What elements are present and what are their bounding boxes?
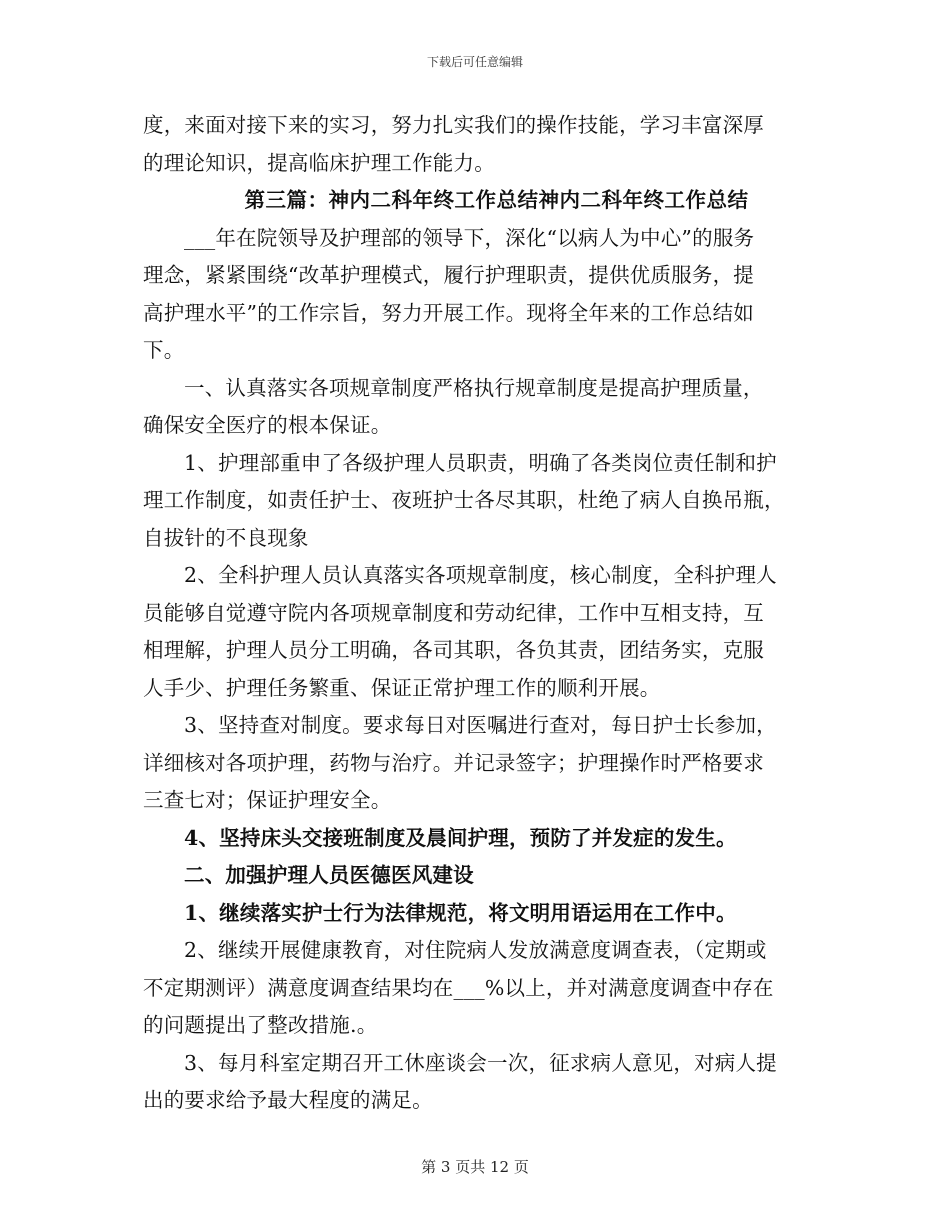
body-line: 理念，紧紧围绕“改革护理模式，履行护理职责，提供优质服务，提	[143, 263, 754, 287]
bold-line: 1、继续落实护士行为法律规范，将文明用语运用在工作中。	[184, 900, 737, 925]
body-line: 相理解，护理人员分工明确，各司其职，各负其责，团结务实，克服	[143, 638, 764, 662]
body-line: 下。	[143, 338, 185, 362]
page-number: 第 3 页共 12 页	[421, 1158, 529, 1176]
body-line: 确保安全医疗的根本保证。	[143, 413, 392, 437]
body-line: 不定期测评）满意度调查结果均在___%以上，并对满意度调查中存在	[143, 975, 774, 1000]
body-line: 人手少、护理任务繁重、保证正常护理工作的顺利开展。	[143, 675, 661, 700]
body-line: 员能够自觉遵守院内各项规章制度和劳动纪律，工作中互相支持，互	[143, 600, 764, 625]
body-line: 3、每月科室定期召开工休座谈会一次，征求病人意见，对病人提	[184, 1050, 777, 1075]
body-line: 出的要求给予最大程度的满足。	[143, 1088, 433, 1112]
body-line: 1、护理部重申了各级护理人员职责，明确了各类岗位责任制和护	[184, 450, 777, 475]
body-line: 度，来面对接下来的实习，努力扎实我们的操作技能，学习丰富深厚	[143, 113, 764, 137]
body-line: 的理论知识，提高临床护理工作能力。	[143, 150, 495, 175]
body-line: 3、坚持查对制度。要求每日对医嘱进行查对，每日护士长参加，	[184, 713, 777, 737]
body-line: 一、认真落实各项规章制度严格执行规章制度是提高护理质量，	[184, 375, 764, 400]
body-line: 的问题提出了整改措施.。	[143, 1013, 378, 1037]
body-line: 2、全科护理人员认真落实各项规章制度，核心制度，全科护理人	[184, 563, 777, 587]
document-body	[143, 107, 808, 1120]
body-line: 高护理水平”的工作宗旨，努力开展工作。现将全年来的工作总结如	[143, 300, 754, 325]
body-line: 三查七对；保证护理安全。	[143, 788, 392, 812]
body-line: 详细核对各项护理，药物与治疗。并记录签字；护理操作时严格要求	[143, 750, 764, 775]
section-heading: 二、加强护理人员医德医风建设	[184, 863, 474, 887]
section-title: 第三篇：神内二科年终工作总结神内二科年终工作总结	[244, 188, 749, 212]
body-line: 2、继续开展健康教育，对住院病人发放满意度调查表，（定期或	[184, 938, 767, 962]
bold-line: 4、坚持床头交接班制度及晨间护理，预防了并发症的发生。	[184, 825, 737, 850]
body-line: ___年在院领导及护理部的领导下，深化“以病人为中心”的服务	[184, 225, 755, 250]
body-line: 自拔针的不良现象	[143, 525, 309, 550]
body-line: 理工作制度，如责任护士、夜班护士各尽其职，杜绝了病人自换吊瓶，	[143, 488, 785, 512]
page-header: 下载后可任意编辑	[426, 55, 523, 69]
